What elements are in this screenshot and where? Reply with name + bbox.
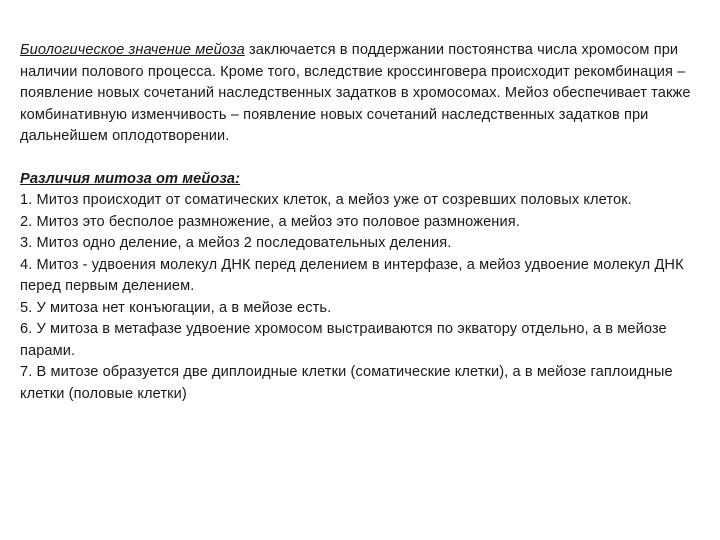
difference-item-3: 3. Митоз одно деление, а мейоз 2 последовательных деления. [20, 235, 452, 251]
difference-item-7: 7. В митозе образуется две диплоидные клетки (соматические клетки), а в мейозе гаплоидные клетки (половые клетки) [20, 364, 673, 402]
significance-text: заключается в поддержании постоянства числа хромосом при наличии полового процесса. Кроме того, вследствие кроссинговера происходит рекомбинация – появление новых сочетаний наследственных задатков в хромосомах. Мейоз обеспечивает также комбинативную изменчивость – появление новых сочетаний наследственных задатков при дальнейшем оплодотворении. [20, 42, 691, 144]
differences-list [20, 190, 700, 405]
difference-item-5: 5. У митоза нет конъюгации, а в мейозе есть. [20, 299, 332, 316]
differences-heading-line [20, 169, 700, 191]
difference-item-4: 4. Митоз - удвоения молекул ДНК перед делением в интерфазе, а мейоз удвоение молекул ДНК перед первым делением. [20, 256, 684, 294]
difference-item-6: 6. У митоза в метафазе удвоение хромосом выстраиваются по экватору отдельно, а в мейозе парами. [20, 321, 667, 359]
slide-content [20, 40, 700, 405]
difference-item-1: 1. Митоз происходит от соматических клеток, а мейоз уже от созревших половых клеток. [20, 192, 632, 208]
paragraph-spacer [20, 148, 700, 169]
differences-heading: Различия митоза от мейоза: [20, 170, 241, 187]
difference-item-2: 2. Митоз это бесполое размножение, а мейоз это половое размножения. [20, 213, 520, 230]
significance-paragraph [20, 40, 700, 148]
significance-term: Биологическое значение мейоза [20, 42, 245, 58]
